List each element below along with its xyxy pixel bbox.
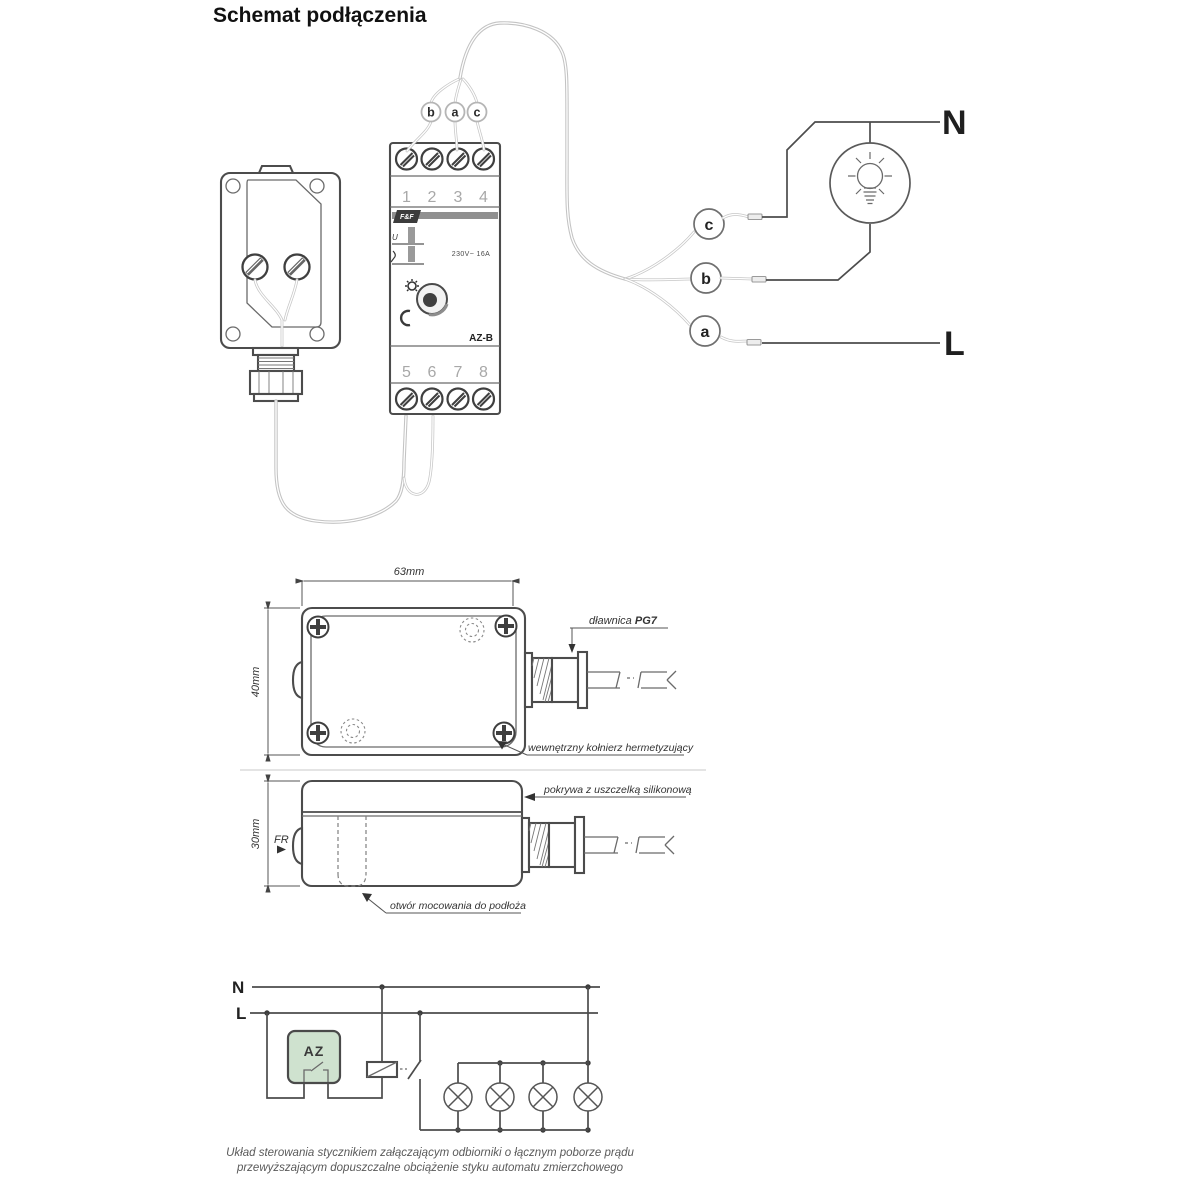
sensor-window-tab-side (293, 828, 302, 864)
svg-text:b: b (701, 271, 711, 288)
wire-ferrule-c (748, 214, 762, 220)
adjustment-dial[interactable] (417, 284, 447, 315)
terminal-8: 8 (479, 364, 488, 381)
sensor-cable-gland (250, 348, 302, 401)
mains-connections (721, 122, 940, 345)
schematic-caption (210, 1146, 650, 1176)
lamp-icon (830, 143, 910, 223)
sensor-screw-terminal-right (285, 255, 310, 280)
sensor-window-tab (293, 662, 302, 698)
phase-label: L (944, 325, 965, 363)
schematic-neutral-label: N (232, 978, 245, 997)
sensor-cable-loop (276, 401, 433, 522)
height-dimension-label: 40mm (250, 666, 262, 698)
svg-text:c: c (704, 217, 714, 234)
lamp-1-icon (444, 1083, 472, 1111)
terminal-6: 6 (427, 364, 437, 381)
svg-text:FR: FR (274, 834, 289, 846)
schematic-phase-label: L (236, 1004, 247, 1023)
svg-text:AZ: AZ (303, 1043, 325, 1059)
collar-label (497, 741, 694, 755)
side-height-dimension-label: 30mm (250, 818, 262, 850)
din-module (390, 143, 500, 414)
neutral-label: N (942, 104, 967, 142)
lamp-symbols (444, 1083, 602, 1111)
lamp-4-icon (574, 1083, 602, 1111)
lamp-2-icon (486, 1083, 514, 1111)
width-dimension-label: 63mm (393, 566, 425, 578)
light-sensor-box (221, 166, 340, 401)
terminal-5: 5 (402, 364, 411, 381)
photoresistor-label (274, 834, 289, 854)
svg-text:c: c (473, 105, 481, 120)
terminal-4: 4 (479, 189, 488, 206)
contactor-contact (408, 1013, 421, 1130)
svg-text:U: U (392, 233, 398, 242)
module-model: AZ-B (469, 333, 493, 344)
az-device (288, 1031, 340, 1083)
application-schematic (232, 978, 602, 1133)
svg-text:a: a (451, 105, 459, 120)
cover-label (524, 784, 692, 801)
right-arrow-icon (277, 846, 286, 854)
node-c (694, 209, 724, 239)
svg-text:otwór mocowania do podłoża: otwór mocowania do podłoża (390, 900, 526, 912)
sensor-screw-terminal-left (243, 255, 268, 280)
terminal-1: 1 (402, 189, 411, 206)
caption-line-2: przewyższającym dopuszczalne obciążenie styku automatu zmierzchowego (236, 1162, 624, 1174)
terminal-7: 7 (453, 364, 463, 381)
wire-ferrule-a (747, 340, 761, 346)
caption-line-1: Układ sterowania stycznikiem załączającym odbiorniki o łącznym poborze prądu (226, 1147, 634, 1159)
top-view-gland (525, 652, 676, 708)
side-view-drawing (250, 781, 692, 913)
terminal-3: 3 (453, 189, 463, 206)
wire-ferrule-b (752, 277, 766, 283)
svg-text:b: b (427, 105, 435, 120)
side-view-gland (522, 817, 674, 873)
page-title: Schemat podłączenia (213, 4, 427, 27)
terminal-2: 2 (427, 189, 437, 206)
gland-label (569, 615, 669, 653)
lamp-3-icon (529, 1083, 557, 1111)
svg-text:a: a (700, 324, 710, 341)
wire-label-a (446, 103, 465, 122)
svg-text:F&F: F&F (400, 214, 414, 221)
wire-label-b (422, 103, 441, 122)
svg-text:wewnętrzny kołnierz hermetyzuj: wewnętrzny kołnierz hermetyzujący (528, 742, 694, 754)
svg-text:pokrywa z uszczelką silikonową: pokrywa z uszczelką silikonową (544, 784, 692, 796)
wire-label-c (468, 103, 487, 122)
svg-text:dławnica PG7: dławnica PG7 (589, 615, 657, 627)
node-b (691, 263, 721, 293)
contactor-coil (367, 1062, 397, 1077)
mounting-hole-label (362, 893, 526, 913)
down-arrow-icon (569, 644, 576, 653)
module-rating: 230V~ 16A (451, 251, 491, 258)
left-arrow-icon (524, 793, 535, 801)
top-view-drawing (250, 566, 694, 755)
node-a (690, 316, 720, 346)
